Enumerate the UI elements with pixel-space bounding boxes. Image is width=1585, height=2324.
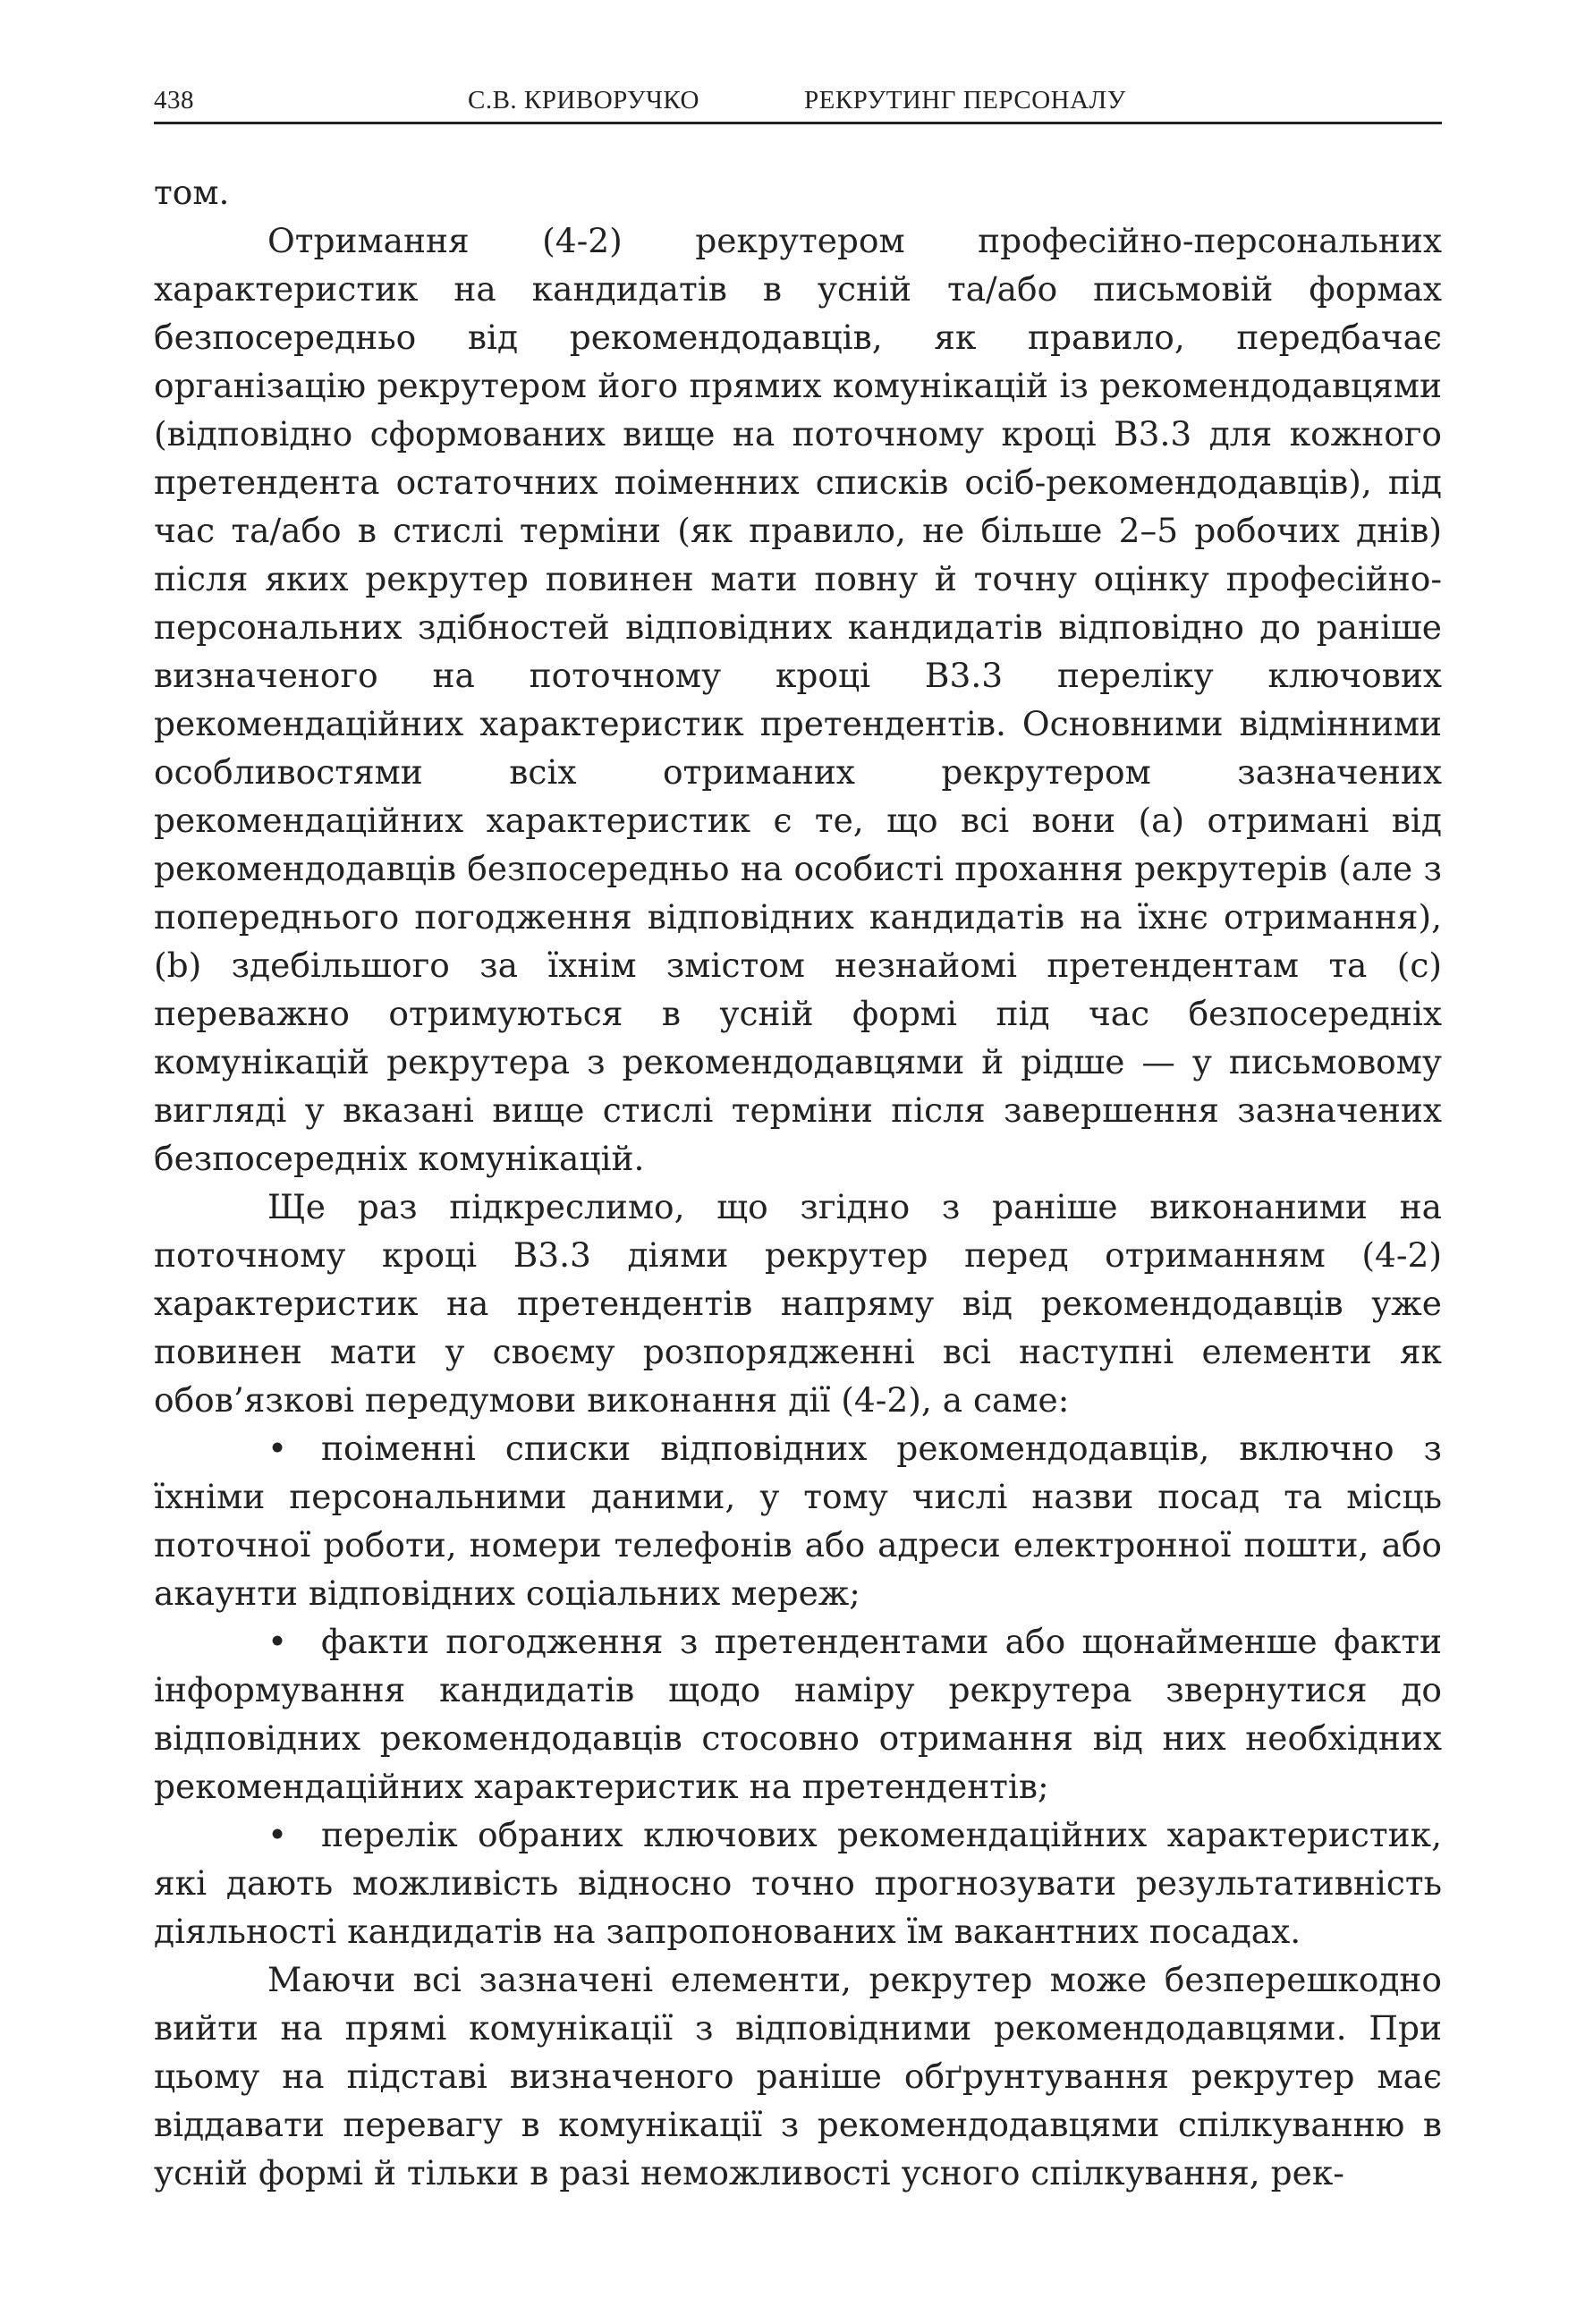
paragraph: Ще раз підкреслимо, що згідно з раніше виконаними на поточному кроці В3.3 діями рекрутер перед отриманням (4-2) характеристик на претендентів напряму від рекомендодавців уже повинен мати у своєму розпорядженні всі наступні елементи як обов’язкові передумови виконання дії (4-2), а саме: (154, 1187, 1442, 1420)
paragraph: Отримання (4-2) рекрутером професійно-персональних характеристик на кандидатів в усній та/або письмовій формах безпосередньо від рекомендодавців, як правило, передбачає організацію рекрутером його прямих комунікацій із рекомендодавцями (відповідно сформованих вище на поточному кроці В3.3 для кожного претендента остаточних поіменних списків осіб-рекомендодавців), під час та/або в стислі терміни (як правило, не більше 2–5 робочих днів) після яких рекрутер повинен мати повну й точну оцінку професійно-персональних здібностей відповідних кандидатів відповідно до раніше визначеного на поточному кроці В3.3 переліку ключових рекомендаційних характеристик претендентів. Основними відмінними особливостями всіх отриманих рекрутером зазначених рекомендаційних характеристик є те, що всі вони (a) отримані від рекомендодавців безпосередньо на особисті прохання рекрутерів (але з попереднього погодження відповідних кандидатів на їхнє отримання), (b) здебільшого за їхнім змістом незнайомі претендентам та (c) переважно отримуються в усній формі під час безпосередніх комунікацій рекрутера з рекомендодавцями й рідше — у письмовому вигляді у вказані вище стислі терміни після завершення зазначених безпосередніх комунікацій. (154, 221, 1442, 1178)
bullet-list (154, 1424, 1442, 1955)
list-item (154, 1424, 1442, 1617)
bullet-icon: • (267, 1429, 288, 1468)
page-number: 438 (154, 86, 194, 115)
header-author: С.В. КРИВОРУЧКО (468, 86, 699, 115)
list-item (154, 1811, 1442, 1955)
list-item (154, 1617, 1442, 1811)
bullet-icon: • (267, 1622, 288, 1661)
list-item-text: факти погодження з претендентами або щонайменше факти інформування кандидатів щодо наміру рекрутера звернутися до відповідних рекомендодавців стосовно отримання від них необхідних рекомендаційних характеристик на претендентів; (154, 1622, 1442, 1806)
running-header (154, 82, 1442, 124)
page-body (154, 168, 1442, 2197)
list-item-text: перелік обраних ключових рекомендаційних характеристик, які дають можливість відносно точно прогнозувати результативність діяльності кандидатів на запропонованих їм вакантних посадах. (154, 1815, 1442, 1951)
list-item-text: поіменні списки відповідних рекомендодавців, включно з їхніми персональними даними, у тому числі назви посад та місць поточної роботи, номери телефонів або адреси електронної пошти, або акаунти відповідних соціальних мереж; (154, 1429, 1442, 1613)
continuation-text: том. (154, 173, 230, 212)
paragraph: Маючи всі зазначені елементи, рекрутер може безперешкодно вийти на прямі комунікації з відповідними рекомендодавцями. При цьому на підставі визначеного раніше обґрунтування рекрутер має віддавати перевагу в комунікації з рекомендодавцями спілкуванню в усній формі й тільки в разі неможливості усного спілкування, рек- (154, 1960, 1442, 2193)
header-book-title: РЕКРУТИНГ ПЕРСОНАЛУ (804, 86, 1126, 115)
bullet-icon: • (267, 1815, 288, 1854)
